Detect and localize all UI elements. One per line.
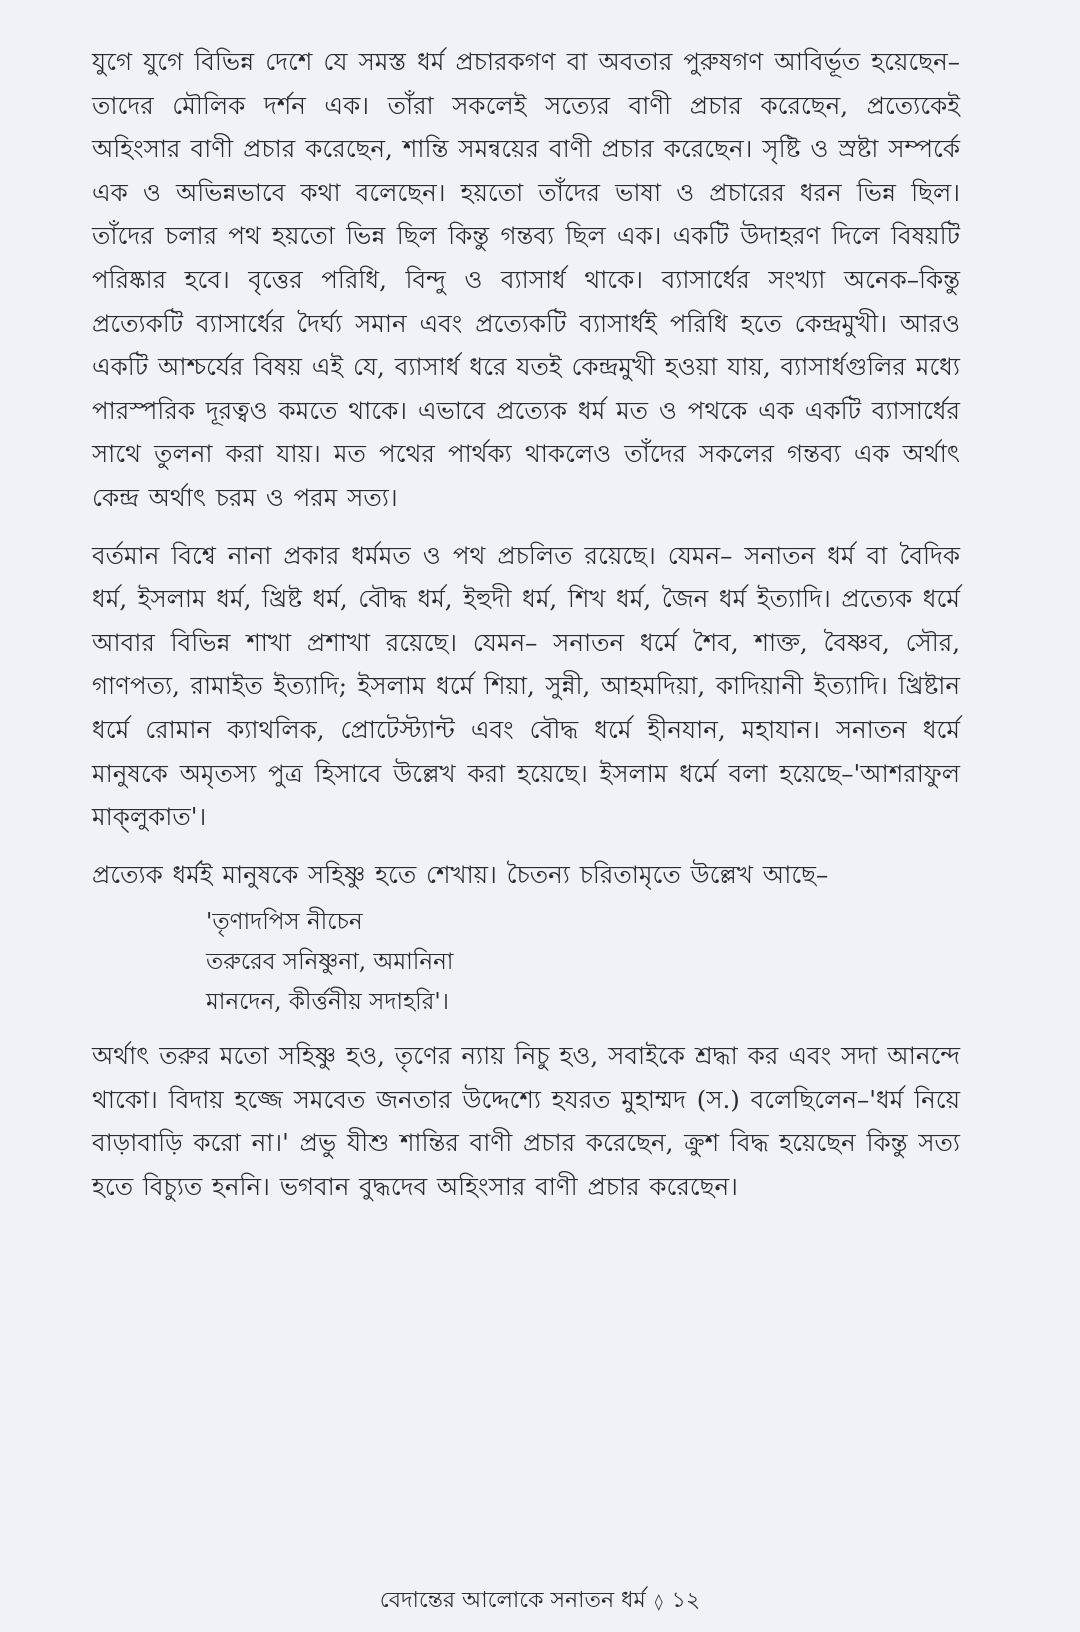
paragraph-3: প্রত্যেক ধর্মই মানুষকে সহিষ্ণু হতে শেখায়। চৈতন্য চরিতামৃতে উল্লেখ আছে– (92, 859, 829, 889)
footer-separator: ◊ (654, 1592, 663, 1611)
paragraph-2: বর্তমান বিশ্বে নানা প্রকার ধর্মমত ও পথ প্রচলিত রয়েছে। যেমন– সনাতন ধর্ম বা বৈদিক ধর্ম, ইসলাম ধর্ম, খ্রিষ্ট ধর্ম, বৌদ্ধ ধর্ম, ইহুদী ধর্ম, শিখ ধর্ম, জৈন ধর্ম ইত্যাদি। প্রত্যেক ধর্মে আবার বিভিন্ন শাখা প্রশাখা রয়েছে। যেমন– সনাতন ধর্মে শৈব, শাক্ত, বৈষ্ণব, সৌর, গাণপত্য, রামাইত ইত্যাদি; ইসলাম ধর্মে শিয়া, সুন্নী, আহমদিয়া, কাদিয়ানী ইত্যাদি। খ্রিষ্টান ধর্মে রোমান ক্যাথলিক, প্রোটেস্ট্যান্ট এবং বৌদ্ধ ধর্মে হীনযান, মহাযান। সনাতন ধর্মে মানুষকে অমৃতস্য পুত্র হিসাবে উল্লেখ করা হয়েছে। ইসলাম ধর্মে বলা হয়েছে–'আশরাফুল মাক্‌লুকাত'। (92, 540, 960, 832)
verse-line-2: তরুরেব সনিষ্ণুনা, অমানিনা (206, 949, 454, 976)
footer-book-title: বেদান্তের আলোকে সনাতন ধর্ম (379, 1588, 646, 1613)
verse-line-3: মানদেন, কীর্ত্তনীয় সদাহরি'। (206, 989, 449, 1016)
paragraph-4: অর্থাৎ তরুর মতো সহিষ্ণু হও, তৃণের ন্যায় নিচু হও, সবাইকে শ্রদ্ধা কর এবং সদা আনন্দে থাকো। বিদায় হজ্জে সমবেত জনতার উদ্দেশ্যে হযরত মুহাম্মদ (স.) বলেছিলেন–'ধর্ম নিয়ে বাড়াবাড়ি করো না।' প্রভু যীশু শান্তির বাণী প্রচার করেছেন, ক্রুশ বিদ্ধ হয়েছেন কিন্তু সত্য হতে বিচ্যুত হননি। ভগবান বুদ্ধদেব অহিংসার বাণী প্রচার করেছেন। (92, 1041, 960, 1202)
footer-page-number: ১২ (671, 1588, 701, 1613)
page-footer (0, 1583, 1080, 1620)
verse-quote (206, 902, 960, 1022)
verse-line-1: 'তৃণাদপিস নীচেন (206, 909, 363, 936)
page-body (92, 40, 960, 1209)
paragraph-1: যুগে যুগে বিভিন্ন দেশে যে সমস্ত ধর্ম প্রচারকগণ বা অবতার পুরুষগণ আবির্ভূত হয়েছেন–তাদের মৌলিক দর্শন এক। তাঁরা সকলেই সত্যের বাণী প্রচার করেছেন, প্রত্যেকেই অহিংসার বাণী প্রচার করেছেন, শান্তি সমন্বয়ের বাণী প্রচার করেছেন। সৃষ্টি ও স্রষ্টা সম্পর্কে এক ও অভিন্নভাবে কথা বলেছেন। হয়তো তাঁদের ভাষা ও প্রচারের ধরন ভিন্ন ছিল। তাঁদের চলার পথ হয়তো ভিন্ন ছিল কিন্তু গন্তব্য ছিল এক। একটি উদাহরণ দিলে বিষয়টি পরিষ্কার হবে। বৃত্তের পরিধি, বিন্দু ও ব্যাসার্ধ থাকে। ব্যাসার্ধের সংখ্যা অনেক–কিন্তু প্রত্যেকটি ব্যাসার্ধের দৈর্ঘ্য সমান এবং প্রত্যেকটি ব্যাসার্ধই পরিধি হতে কেন্দ্রমুখী। আরও একটি আশ্চর্যের বিষয় এই যে, ব্যাসার্ধ ধরে যতই কেন্দ্রমুখী হওয়া যায়, ব্যাসার্ধগুলির মধ্যে পারস্পরিক দূরত্বও কমতে থাকে। এভাবে প্রত্যেক ধর্ম মত ও পথকে এক একটি ব্যাসার্ধের সাথে তুলনা করা যায়। মত পথের পার্থক্য থাকলেও তাঁদের সকলের গন্তব্য এক অর্থাৎ কেন্দ্র অর্থাৎ চরম ও পরম সত্য। (92, 47, 960, 512)
